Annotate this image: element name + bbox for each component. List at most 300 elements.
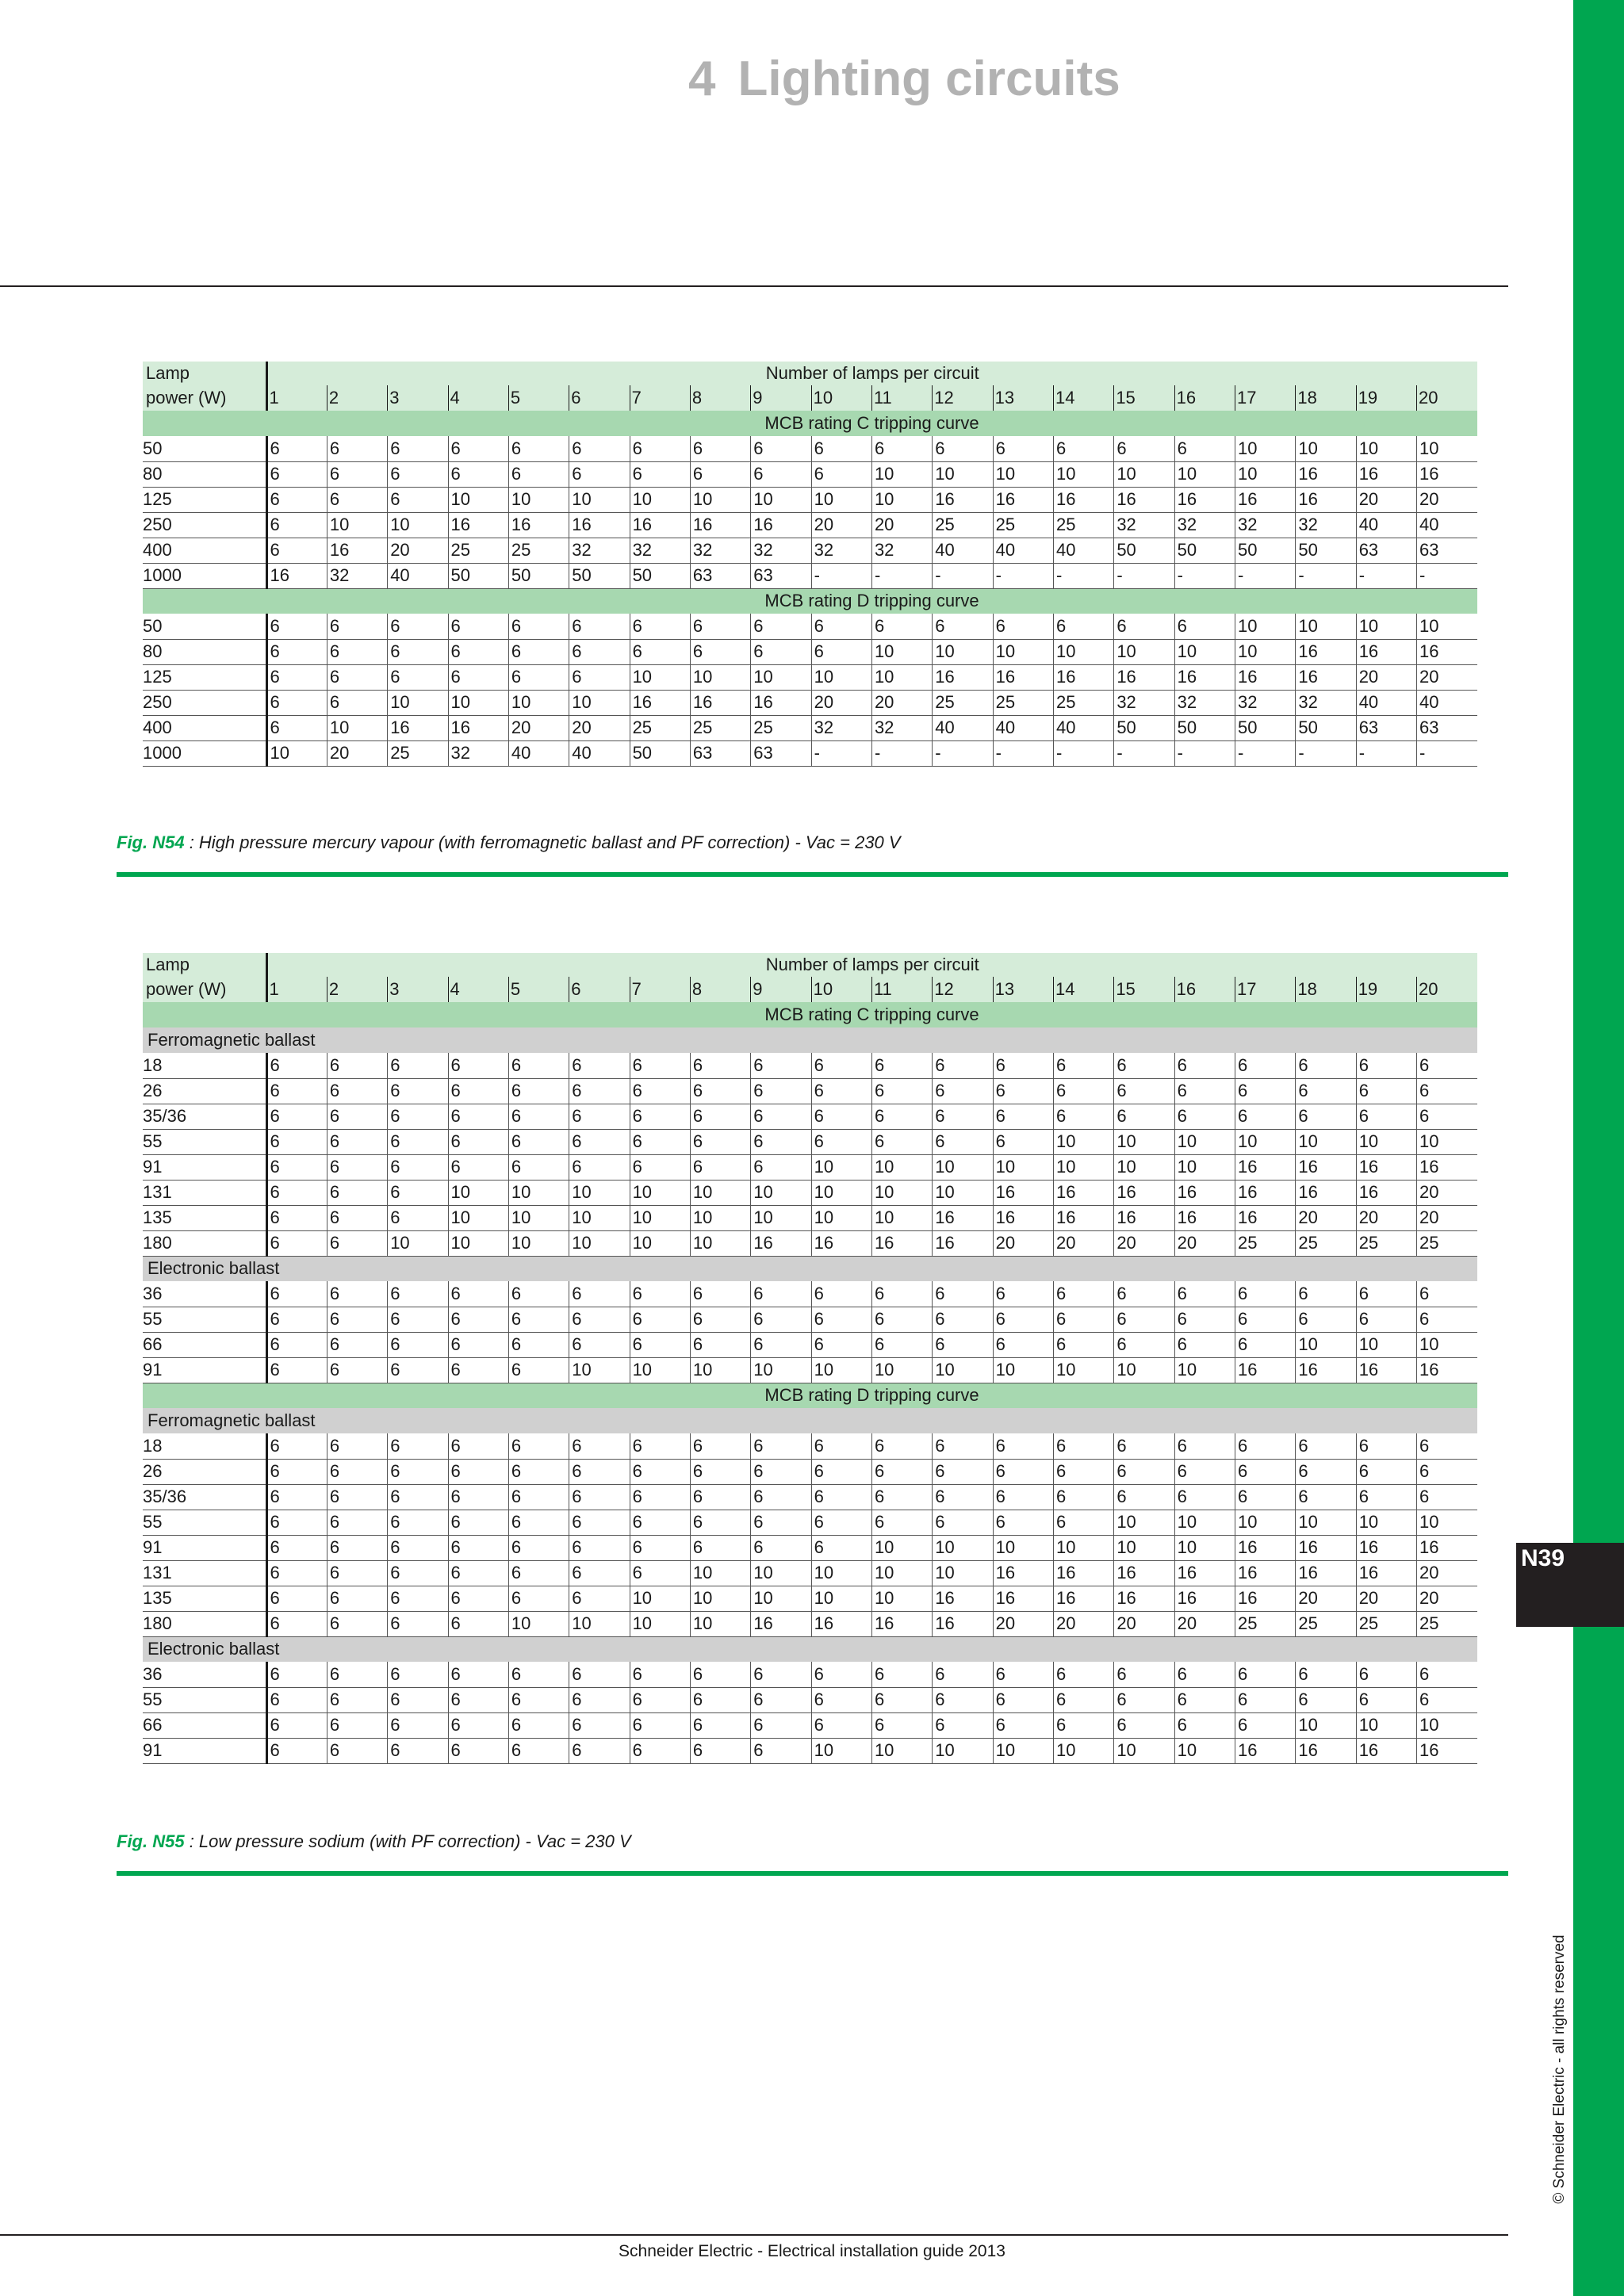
lamp-power-cell: 91	[143, 1738, 266, 1763]
mcb-rating-cell: -	[1174, 563, 1235, 588]
mcb-rating-cell: 6	[1053, 614, 1113, 639]
mcb-rating-cell: 6	[448, 1307, 508, 1332]
column-header-count: 15	[1114, 977, 1174, 1002]
column-header-count: 13	[993, 385, 1053, 411]
column-header-count: 19	[1356, 977, 1416, 1002]
mcb-rating-cell: 6	[1114, 1053, 1174, 1078]
mcb-rating-cell: 10	[1174, 1535, 1235, 1560]
table-fig-n54	[143, 362, 1477, 767]
mcb-rating-cell: 6	[448, 1738, 508, 1763]
mcb-rating-cell: 10	[1356, 1712, 1416, 1738]
column-header-count: 20	[1417, 977, 1478, 1002]
mcb-rating-cell: -	[1235, 740, 1296, 766]
mcb-rating-cell: 6	[811, 1104, 871, 1129]
mcb-rating-cell: 6	[569, 1053, 630, 1078]
mcb-rating-cell: 10	[266, 740, 327, 766]
mcb-rating-cell: 6	[388, 1357, 448, 1383]
mcb-rating-cell: 6	[266, 436, 327, 461]
mcb-rating-cell: 6	[630, 1535, 690, 1560]
lamp-power-cell: 400	[143, 538, 266, 563]
mcb-rating-cell: 10	[1114, 1738, 1174, 1763]
ballast-group-row	[143, 1408, 1477, 1433]
mcb-rating-cell: 6	[327, 1712, 387, 1738]
mcb-rating-cell: 6	[1053, 1053, 1113, 1078]
mcb-rating-cell: 10	[1114, 1510, 1174, 1535]
mcb-rating-cell: 16	[1235, 1535, 1296, 1560]
table-row	[143, 512, 1477, 538]
mcb-rating-cell: 10	[690, 487, 750, 512]
mcb-rating-cell: 6	[388, 1712, 448, 1738]
mcb-rating-cell: 6	[1417, 1433, 1478, 1459]
column-header-count: 9	[751, 385, 811, 411]
mcb-rating-cell: 6	[327, 1180, 387, 1205]
caption-text: : High pressure mercury vapour (with ferromagnetic ballast and PF correction) - Vac = 230 V	[184, 832, 901, 852]
mcb-rating-cell: 20	[569, 715, 630, 740]
mcb-rating-cell: 16	[811, 1611, 871, 1636]
mcb-rating-cell: 10	[690, 1230, 750, 1256]
mcb-rating-cell: 6	[811, 1281, 871, 1307]
mcb-rating-cell: 6	[327, 1611, 387, 1636]
header-row	[143, 977, 1477, 1002]
table-row	[143, 1230, 1477, 1256]
mcb-rating-cell: 6	[630, 1687, 690, 1712]
mcb-rating-cell: 6	[327, 436, 387, 461]
mcb-rating-cell: 10	[1114, 1129, 1174, 1154]
mcb-rating-cell: 6	[388, 1053, 448, 1078]
mcb-rating-cell: 16	[1053, 1586, 1113, 1611]
mcb-rating-cell: 6	[933, 1712, 993, 1738]
mcb-rating-cell: 6	[508, 1687, 569, 1712]
column-header-count: 7	[630, 977, 690, 1002]
mcb-rating-cell: 40	[993, 715, 1053, 740]
mcb-rating-cell: 10	[1296, 1510, 1356, 1535]
mcb-rating-cell: 6	[508, 664, 569, 690]
mcb-rating-cell: 6	[266, 690, 327, 715]
side-color-bar	[1573, 0, 1624, 2296]
column-header-count: 11	[871, 977, 932, 1002]
mcb-rating-cell: 16	[1174, 1560, 1235, 1586]
mcb-rating-cell: 6	[266, 664, 327, 690]
column-header-count: 14	[1053, 385, 1113, 411]
mcb-rating-cell: -	[811, 740, 871, 766]
table-row	[143, 1687, 1477, 1712]
mcb-rating-cell: 6	[508, 1484, 569, 1510]
mcb-rating-cell: 10	[1417, 1332, 1478, 1357]
mcb-rating-cell: 63	[751, 740, 811, 766]
mcb-rating-cell: 6	[690, 1307, 750, 1332]
mcb-rating-cell: 20	[1296, 1205, 1356, 1230]
chapter-title: Lighting circuits	[737, 52, 1120, 106]
mcb-rating-cell: 6	[388, 614, 448, 639]
mcb-rating-cell: 6	[993, 1281, 1053, 1307]
mcb-rating-cell: 6	[448, 461, 508, 487]
lamp-power-cell: 35/36	[143, 1484, 266, 1510]
mcb-rating-cell: 6	[569, 1712, 630, 1738]
mcb-rating-cell: 6	[266, 1712, 327, 1738]
mcb-rating-cell: 6	[751, 436, 811, 461]
table-row	[143, 1560, 1477, 1586]
mcb-rating-cell: 6	[508, 1662, 569, 1687]
mcb-rating-cell: 40	[1053, 715, 1113, 740]
mcb-rating-cell: 16	[266, 563, 327, 588]
mcb-rating-cell: 16	[751, 1611, 811, 1636]
mcb-rating-cell: 10	[630, 1586, 690, 1611]
mcb-rating-cell: 6	[630, 1307, 690, 1332]
column-header-count: 16	[1174, 977, 1235, 1002]
mcb-rating-cell: 25	[993, 512, 1053, 538]
mcb-rating-cell: 6	[388, 1180, 448, 1205]
mcb-rating-cell: 20	[1417, 664, 1478, 690]
mcb-rating-cell: 6	[1235, 1053, 1296, 1078]
table-row	[143, 1053, 1477, 1078]
lamp-power-cell: 66	[143, 1712, 266, 1738]
mcb-rating-cell: 6	[1296, 1687, 1356, 1712]
mcb-rating-cell: -	[1114, 740, 1174, 766]
mcb-rating-cell: 6	[569, 1560, 630, 1586]
mcb-rating-cell: 6	[569, 1510, 630, 1535]
mcb-rating-cell: 16	[993, 487, 1053, 512]
mcb-rating-cell: 6	[1114, 1662, 1174, 1687]
lamp-power-cell: 91	[143, 1535, 266, 1560]
mcb-rating-cell: 20	[1174, 1230, 1235, 1256]
mcb-rating-cell: 16	[993, 1180, 1053, 1205]
mcb-rating-cell: 16	[871, 1611, 932, 1636]
mcb-rating-cell: 6	[690, 1332, 750, 1357]
mcb-rating-cell: 6	[266, 1307, 327, 1332]
mcb-rating-cell: 20	[993, 1230, 1053, 1256]
mcb-rating-cell: 40	[508, 740, 569, 766]
mcb-rating-cell: 20	[388, 538, 448, 563]
mcb-rating-cell: 63	[690, 563, 750, 588]
mcb-rating-cell: 25	[1417, 1230, 1478, 1256]
mcb-rating-cell: 10	[1296, 1332, 1356, 1357]
mcb-rating-cell: 6	[811, 1053, 871, 1078]
mcb-rating-cell: 6	[933, 1510, 993, 1535]
mcb-rating-cell: 32	[811, 715, 871, 740]
lamp-power-cell: 18	[143, 1053, 266, 1078]
mcb-rating-cell: 6	[448, 1586, 508, 1611]
mcb-rating-cell: 6	[1114, 436, 1174, 461]
mcb-rating-cell: 10	[1356, 1129, 1416, 1154]
mcb-rating-cell: 20	[811, 690, 871, 715]
mcb-rating-cell: 6	[448, 436, 508, 461]
mcb-rating-cell: 6	[266, 1738, 327, 1763]
mcb-rating-cell: 20	[1417, 487, 1478, 512]
mcb-rating-cell: 6	[751, 1738, 811, 1763]
mcb-rating-cell: 6	[448, 1154, 508, 1180]
mcb-rating-cell: 40	[933, 538, 993, 563]
mcb-rating-cell: 6	[388, 1433, 448, 1459]
mcb-rating-cell: 6	[933, 1459, 993, 1484]
mcb-rating-cell: 6	[1174, 1078, 1235, 1104]
mcb-rating-cell: 6	[388, 1484, 448, 1510]
mcb-rating-cell: 16	[1356, 1535, 1416, 1560]
mcb-rating-cell: 16	[388, 715, 448, 740]
mcb-rating-cell: 25	[1235, 1611, 1296, 1636]
mcb-rating-cell: 6	[933, 1281, 993, 1307]
mcb-rating-cell: 6	[1417, 1662, 1478, 1687]
mcb-rating-cell: 6	[1356, 1687, 1416, 1712]
mcb-rating-cell: 6	[630, 436, 690, 461]
mcb-rating-cell: 50	[1296, 538, 1356, 563]
mcb-rating-cell: 20	[993, 1611, 1053, 1636]
mcb-rating-cell: 6	[1296, 1484, 1356, 1510]
column-header-count: 12	[933, 385, 993, 411]
mcb-rating-cell: 6	[266, 1078, 327, 1104]
mcb-rating-cell: 20	[1114, 1230, 1174, 1256]
mcb-rating-cell: 6	[1356, 1307, 1416, 1332]
mcb-rating-cell: 10	[993, 1357, 1053, 1383]
ballast-group-label: Ferromagnetic ballast	[143, 1408, 1477, 1433]
mcb-rating-cell: 10	[569, 690, 630, 715]
mcb-rating-cell: 20	[1417, 1180, 1478, 1205]
caption-text: : Low pressure sodium (with PF correction) - Vac = 230 V	[184, 1831, 631, 1851]
mcb-rating-cell: 6	[569, 1129, 630, 1154]
mcb-rating-cell: 6	[751, 1332, 811, 1357]
mcb-rating-cell: 10	[1053, 639, 1113, 664]
mcb-rating-cell: -	[1296, 563, 1356, 588]
mcb-rating-cell: 10	[508, 487, 569, 512]
mcb-rating-cell: -	[871, 563, 932, 588]
mcb-rating-cell: 6	[1417, 1484, 1478, 1510]
mcb-rating-cell: 6	[327, 1053, 387, 1078]
mcb-rating-cell: 6	[508, 1535, 569, 1560]
lamp-power-cell: 50	[143, 614, 266, 639]
mcb-rating-cell: 6	[1174, 436, 1235, 461]
mcb-rating-cell: -	[811, 563, 871, 588]
mcb-rating-cell: 6	[811, 1535, 871, 1560]
mcb-rating-cell: 6	[871, 1281, 932, 1307]
mcb-rating-cell: 10	[1053, 1357, 1113, 1383]
mcb-rating-cell: 6	[1174, 1459, 1235, 1484]
mcb-rating-cell: 10	[1114, 639, 1174, 664]
mcb-rating-cell: 6	[630, 1712, 690, 1738]
mcb-rating-cell: 6	[871, 1053, 932, 1078]
column-header-count: 8	[690, 385, 750, 411]
mcb-rating-cell: 20	[871, 512, 932, 538]
mcb-rating-cell: 6	[388, 1662, 448, 1687]
caption-rule	[117, 872, 1508, 877]
lamp-power-cell: 400	[143, 715, 266, 740]
mcb-rating-cell: 6	[508, 1560, 569, 1586]
mcb-rating-cell: 10	[871, 1205, 932, 1230]
mcb-rating-cell: 16	[751, 512, 811, 538]
lamp-power-cell: 80	[143, 639, 266, 664]
mcb-rating-cell: 16	[327, 538, 387, 563]
mcb-rating-cell: 6	[1356, 1433, 1416, 1459]
mcb-rating-cell: 10	[508, 1205, 569, 1230]
tripping-curve-row	[143, 1383, 1477, 1408]
mcb-rating-cell: 6	[933, 1484, 993, 1510]
column-header-count: 18	[1296, 977, 1356, 1002]
lamp-power-cell: 91	[143, 1154, 266, 1180]
table-row	[143, 690, 1477, 715]
mcb-rating-cell: 6	[448, 1433, 508, 1459]
table-row	[143, 1738, 1477, 1763]
mcb-rating-cell: 6	[1356, 1281, 1416, 1307]
mcb-rating-cell: 10	[751, 1205, 811, 1230]
mcb-rating-cell: 16	[1356, 1357, 1416, 1383]
mcb-rating-cell: 16	[1296, 639, 1356, 664]
mcb-rating-cell: 6	[1235, 1433, 1296, 1459]
mcb-rating-cell: 16	[1235, 1205, 1296, 1230]
mcb-rating-cell: 10	[1296, 1712, 1356, 1738]
mcb-rating-cell: 10	[751, 1560, 811, 1586]
mcb-rating-cell: 6	[448, 1510, 508, 1535]
mcb-rating-cell: 10	[811, 487, 871, 512]
mcb-rating-cell: 6	[569, 1281, 630, 1307]
mcb-rating-cell: 40	[388, 563, 448, 588]
mcb-rating-cell: 6	[630, 1510, 690, 1535]
column-group-header: Number of lamps per circuit	[266, 953, 1477, 977]
mcb-rating-cell: 6	[388, 1078, 448, 1104]
mcb-rating-cell: 6	[871, 1104, 932, 1129]
mcb-rating-cell: 6	[1356, 1484, 1416, 1510]
mcb-rating-cell: 50	[1114, 715, 1174, 740]
mcb-rating-cell: 16	[1235, 1738, 1296, 1763]
mcb-rating-cell: 6	[993, 1332, 1053, 1357]
lamp-power-cell: 1000	[143, 563, 266, 588]
mcb-rating-cell: 6	[1356, 1459, 1416, 1484]
mcb-rating-cell: 32	[327, 563, 387, 588]
mcb-rating-cell: 10	[993, 461, 1053, 487]
mcb-rating-cell: 6	[630, 1433, 690, 1459]
mcb-rating-cell: 10	[690, 664, 750, 690]
mcb-rating-cell: 6	[327, 1738, 387, 1763]
mcb-rating-cell: 6	[266, 1662, 327, 1687]
table-row	[143, 1662, 1477, 1687]
mcb-rating-cell: 10	[1356, 1332, 1416, 1357]
mcb-rating-cell: 6	[630, 639, 690, 664]
table-row	[143, 639, 1477, 664]
mcb-rating-cell: 6	[871, 1307, 932, 1332]
mcb-rating-cell: 16	[751, 690, 811, 715]
table-row	[143, 715, 1477, 740]
mcb-rating-cell: 6	[327, 1535, 387, 1560]
mcb-rating-cell: 6	[1235, 1104, 1296, 1129]
mcb-rating-cell: 32	[871, 715, 932, 740]
mcb-rating-cell: 10	[569, 1611, 630, 1636]
mcb-rating-cell: -	[1053, 563, 1113, 588]
mcb-rating-cell: 6	[630, 1484, 690, 1510]
mcb-rating-cell: 20	[1356, 664, 1416, 690]
table-row	[143, 1078, 1477, 1104]
column-header-count: 3	[388, 977, 448, 1002]
mcb-rating-cell: 6	[388, 639, 448, 664]
mcb-rating-cell: 6	[933, 1053, 993, 1078]
mcb-rating-cell: 6	[1053, 1307, 1113, 1332]
mcb-rating-cell: 6	[266, 1484, 327, 1510]
mcb-rating-cell: 6	[266, 1586, 327, 1611]
mcb-rating-cell: 6	[508, 1307, 569, 1332]
mcb-rating-cell: 16	[1053, 487, 1113, 512]
tripping-curve-row	[143, 1002, 1477, 1027]
mcb-rating-cell: 10	[690, 1357, 750, 1383]
mcb-rating-cell: 6	[569, 1459, 630, 1484]
mcb-rating-cell: 50	[1114, 538, 1174, 563]
mcb-rating-cell: 6	[266, 1687, 327, 1712]
mcb-rating-cell: 6	[811, 461, 871, 487]
lamp-power-cell: 35/36	[143, 1104, 266, 1129]
column-header-count: 6	[569, 977, 630, 1002]
mcb-rating-cell: 10	[690, 1611, 750, 1636]
lamp-power-cell: 50	[143, 436, 266, 461]
mcb-rating-cell: 25	[1235, 1230, 1296, 1256]
column-header-count: 2	[327, 977, 387, 1002]
mcb-rating-cell: 50	[630, 740, 690, 766]
mcb-rating-cell: 6	[811, 1484, 871, 1510]
mcb-rating-cell: 20	[1053, 1230, 1113, 1256]
mcb-rating-cell: 6	[1053, 1712, 1113, 1738]
page-number: N39	[1521, 1545, 1565, 1571]
table-row	[143, 1586, 1477, 1611]
mcb-rating-cell: 16	[1053, 1560, 1113, 1586]
column-header-count: 3	[388, 385, 448, 411]
mcb-rating-cell: 16	[1417, 639, 1478, 664]
mcb-rating-cell: 10	[811, 1357, 871, 1383]
lamp-power-cell: 55	[143, 1129, 266, 1154]
mcb-rating-cell: 6	[569, 1484, 630, 1510]
mcb-rating-cell: 6	[1114, 1281, 1174, 1307]
mcb-rating-cell: 6	[630, 1154, 690, 1180]
mcb-rating-cell: 16	[1174, 487, 1235, 512]
copyright-notice: © Schneider Electric - all rights reserved	[1551, 1934, 1568, 2204]
mcb-rating-cell: 10	[1417, 1510, 1478, 1535]
mcb-rating-cell: 6	[508, 1738, 569, 1763]
tripping-curve-row	[143, 411, 1477, 436]
header-row	[143, 362, 1477, 385]
mcb-rating-cell: 10	[1053, 461, 1113, 487]
mcb-rating-cell: 16	[1356, 1560, 1416, 1586]
mcb-rating-cell: 6	[569, 1535, 630, 1560]
mcb-rating-cell: 16	[508, 512, 569, 538]
mcb-rating-cell: 25	[388, 740, 448, 766]
mcb-rating-cell: 10	[871, 1154, 932, 1180]
mcb-rating-cell: 16	[1235, 1560, 1296, 1586]
ballast-group-row	[143, 1636, 1477, 1662]
mcb-rating-cell: 40	[1356, 512, 1416, 538]
lamp-power-cell: 135	[143, 1586, 266, 1611]
mcb-rating-cell: 6	[690, 1154, 750, 1180]
mcb-rating-cell: 50	[1296, 715, 1356, 740]
mcb-rating-cell: 10	[1174, 1357, 1235, 1383]
mcb-rating-cell: 10	[751, 487, 811, 512]
column-header-count: 10	[811, 977, 871, 1002]
tripping-curve-label: MCB rating C tripping curve	[143, 1002, 1477, 1027]
mcb-rating-cell: 6	[569, 1662, 630, 1687]
mcb-rating-cell: 50	[1235, 715, 1296, 740]
mcb-rating-cell: 40	[993, 538, 1053, 563]
column-header-count: 5	[508, 977, 569, 1002]
mcb-rating-cell: 10	[327, 715, 387, 740]
mcb-rating-cell: -	[1235, 563, 1296, 588]
mcb-rating-cell: 6	[993, 1459, 1053, 1484]
mcb-rating-cell: 6	[1356, 1078, 1416, 1104]
mcb-rating-cell: 6	[811, 1078, 871, 1104]
mcb-rating-cell: 32	[1174, 512, 1235, 538]
mcb-rating-cell: 25	[1417, 1611, 1478, 1636]
mcb-rating-cell: 6	[751, 1078, 811, 1104]
mcb-rating-cell: 6	[1053, 1332, 1113, 1357]
mcb-rating-cell: 6	[388, 1586, 448, 1611]
mcb-rating-cell: 6	[993, 1104, 1053, 1129]
mcb-rating-cell: 6	[1114, 1459, 1174, 1484]
mcb-rating-cell: -	[1417, 740, 1478, 766]
mcb-rating-cell: 6	[266, 1180, 327, 1205]
mcb-rating-cell: 6	[871, 1510, 932, 1535]
mcb-rating-cell: 6	[388, 1205, 448, 1230]
mcb-rating-cell: 16	[993, 1560, 1053, 1586]
